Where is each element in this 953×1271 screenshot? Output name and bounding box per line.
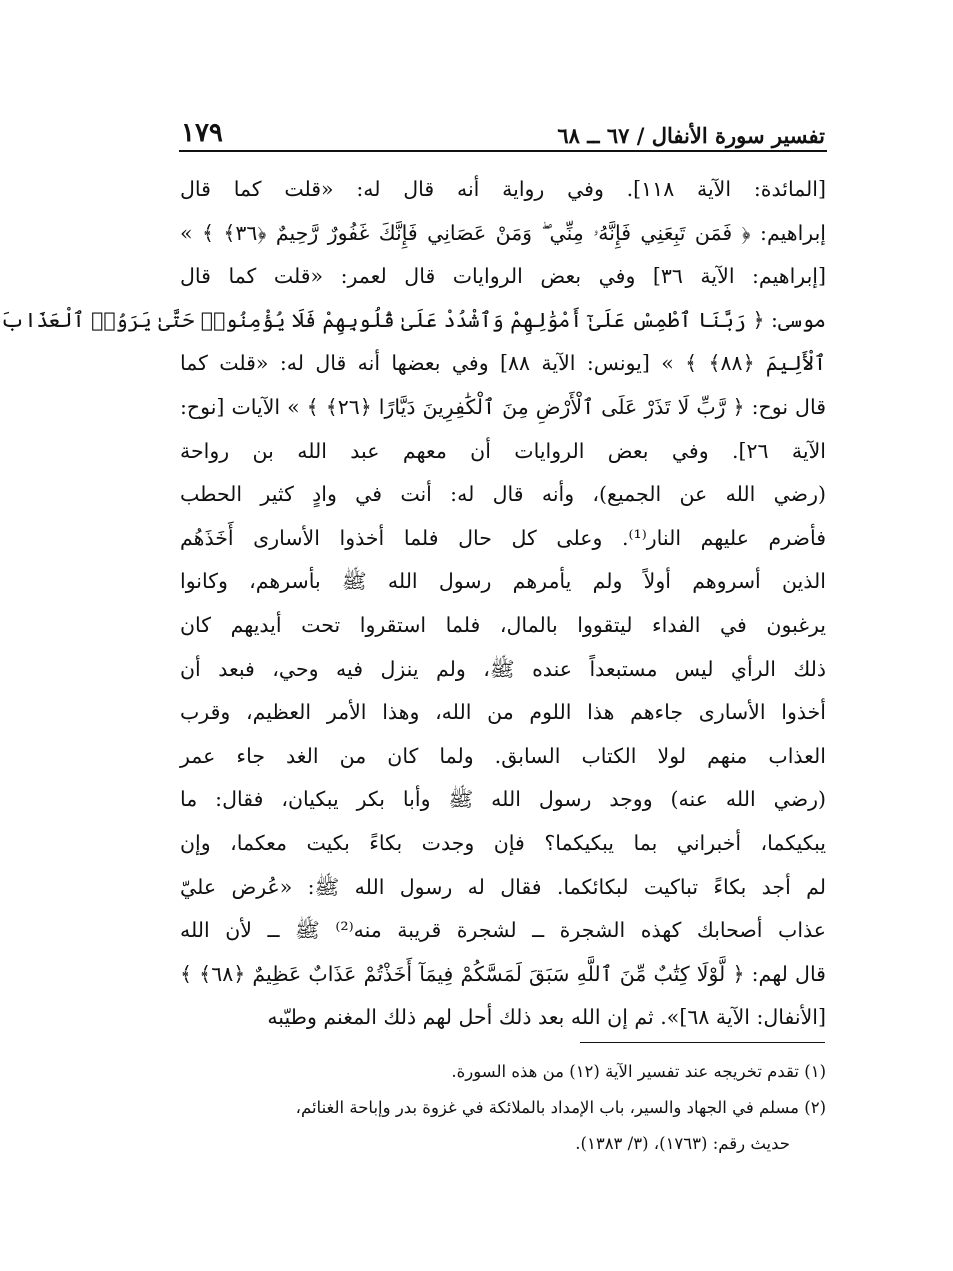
footnote-1: (١) تقدم تخريجه عند تفسير الآية (١٢) من هذه السورة. [451, 1062, 826, 1081]
text-line: قال نوح: ﴿ رَّبِّ لَا تَذَرْ عَلَى ٱلْأَرْضِ مِنَ ٱلْكَٰفِرِينَ دَيَّارًا ﴿٢٦﴾ ﴾ » الآيات [نوح: [180, 394, 826, 419]
text-line: فأضرم عليهم النار⁽¹⁾. وعلى كل حال فلما أخذوا الأسارى أَخَذَهُم [180, 525, 826, 550]
text-line: الآية ٢٦]. وفي بعض الروايات أن معهم عبد الله بن رواحة [180, 438, 826, 463]
text-line: [إبراهيم: الآية ٣٦] وفي بعض الروايات قال لعمر: «قلت كما قال [180, 264, 826, 289]
text-line: إبراهيم: ﴿ فَمَن تَبِعَنِي فَإِنَّهُۥ مِنِّي ۖ وَمَنْ عَصَانِي فَإِنَّكَ غَفُورٌ رَّحِيمٌ ﴿٣٦﴾ ﴾ » [180, 220, 826, 245]
text-line: موسى: ﴿ رَبَّنَا ٱطْمِسْ عَلَىٰٓ أَمْوَٰلِهِمْ وَٱشْدُدْ عَلَىٰ قُلُوبِهِمْ فَلَا يُؤْمِنُوا۟ حَتَّىٰ يَرَوُا۟ ٱلْعَذَابَ [0, 307, 826, 332]
running-header [181, 108, 825, 148]
text-line: عذاب أصحابك كهذه الشجرة ــ لشجرة قريبة منه⁽²⁾ ﷺ ــ لأن الله [180, 918, 827, 943]
text-line: لم أجد بكاءً تباكيت لبكائكما. فقال له رسول الله ﷺ: «عُرض عليّ [180, 874, 826, 899]
page-number: ١٧٩ [181, 118, 223, 148]
text-line: الذين أسروهم أولاً ولم يأمرهم رسول الله ﷺ بأسرهم، وكانوا [180, 569, 826, 594]
text-line: ذلك الرأي ليس مستبعداً عنده ﷺ، ولم ينزل فيه وحي، فبعد أن [180, 656, 826, 681]
text-line: أخذوا الأسارى جاءهم هذا اللوم من الله، وهذا الأمر العظيم، وقرب [180, 700, 826, 725]
text-line: [المائدة: الآية ١١٨]. وفي رواية أنه قال له: «قلت كما قال [180, 177, 826, 201]
text-line: يرغبون في الفداء ليتقووا بالمال، فلما استقروا تحت أيديهم كان [180, 612, 826, 637]
footnote-2-continuation: حديث رقم: (١٧٦٣)، (٣/ ١٣٨٣). [575, 1134, 790, 1153]
text-line: ٱلْأَلِيمَ ﴿٨٨﴾ ﴾ » [يونس: الآية ٨٨] وفي بعضها أنه قال له: «قلت كما [180, 351, 826, 376]
footnote-divider [580, 1042, 825, 1043]
text-line: (رضي الله عنه) ووجد رسول الله ﷺ وأبا بكر يبكيان، فقال: ما [180, 787, 826, 812]
text-line: يبكيكما، أخبراني بما يبكيكما؟ فإن وجدت بكاءً بكيت معكما، وإن [180, 830, 826, 855]
running-title: تفسير سورة الأنفال / ٦٧ ــ ٦٨ [557, 123, 825, 148]
text-line: (رضي الله عن الجميع)، وأنه قال له: أنت في وادٍ كثير الحطب [180, 482, 826, 507]
text-line: قال لهم: ﴿ لَّوْلَا كِتَٰبٌ مِّنَ ٱللَّهِ سَبَقَ لَمَسَّكُمْ فِيمَآ أَخَذْتُمْ عَذَابٌ عَظِيمٌ ﴿٦٨﴾ ﴾ [180, 961, 826, 986]
text-line: العذاب منهم لولا الكتاب السابق. ولما كان من الغد جاء عمر [180, 743, 826, 768]
body-text [0, 168, 827, 1040]
header-divider [179, 150, 827, 152]
text-line: [الأنفال: الآية ٦٨]». ثم إن الله بعد ذلك أحل لهم ذلك المغنم وطيّبه [267, 1005, 826, 1030]
footnotes [180, 1054, 826, 1162]
footnote-2: (٢) مسلم في الجهاد والسير، باب الإمداد بالملائكة في غزوة بدر وإباحة الغنائم، [295, 1098, 826, 1117]
